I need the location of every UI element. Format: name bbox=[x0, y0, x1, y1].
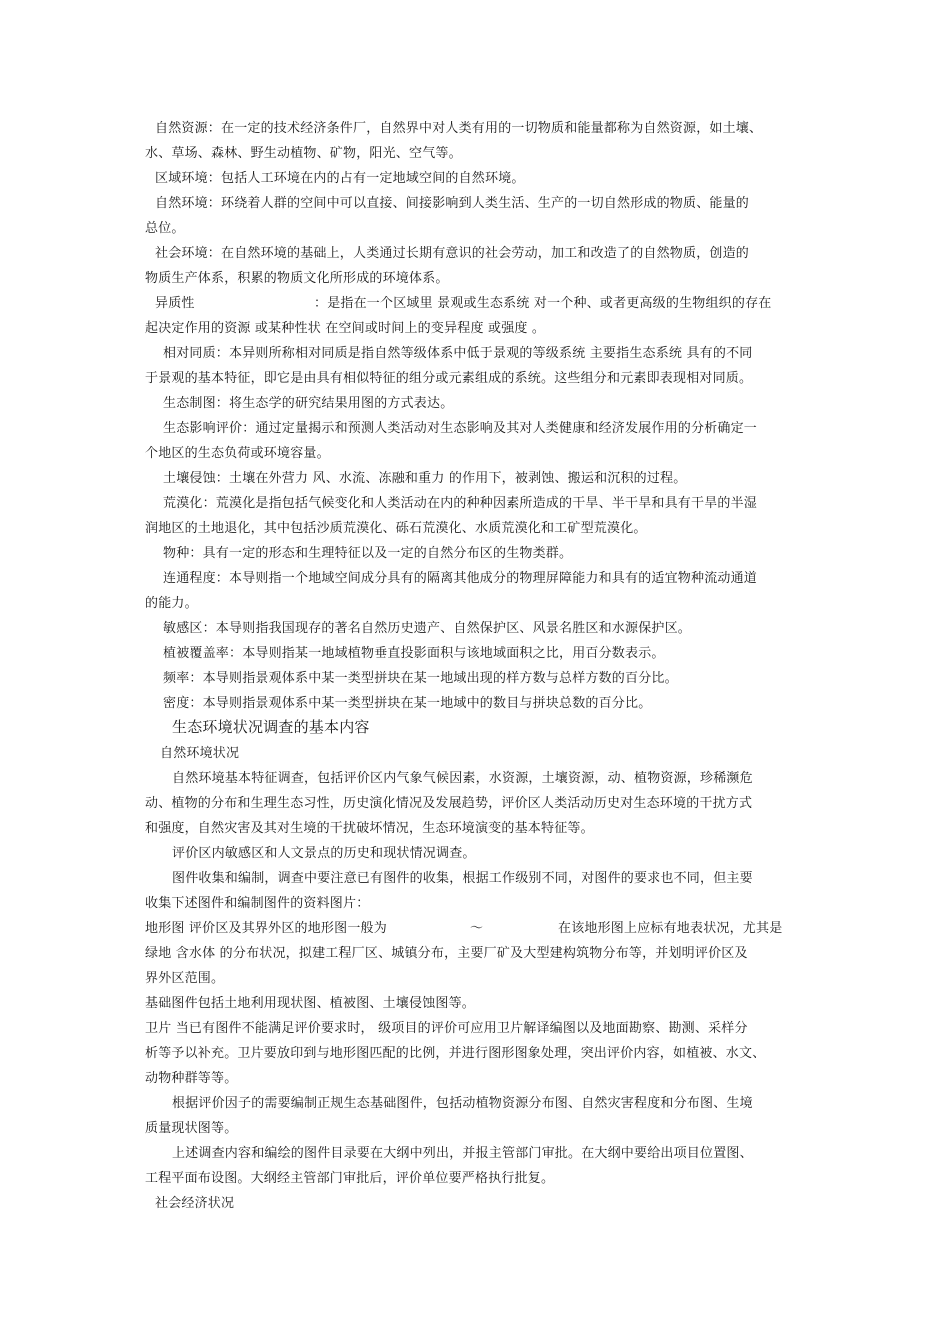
natural-survey-line-1: 自然环境基本特征调查，包括评价区内气象气候因素，水资源，土壤资源，动、植物资源，珍稀濒危 bbox=[172, 771, 753, 786]
definition-frequency: 频率：本导则指景观体系中某一类型拼块在某一地域出现的样方数与总样方数的百分比。 bbox=[163, 671, 678, 686]
topographic-map-line-3: 界外区范围。 bbox=[145, 971, 225, 986]
definition-regional-environment: 区域环境：包括人工环境在内的占有一定地域空间的自然环境。 bbox=[155, 171, 525, 186]
base-map-compilation-line-2: 质量现状图等。 bbox=[145, 1121, 238, 1136]
definition-social-environment-line-1: 社会环境：在自然环境的基础上，人类通过长期有意识的社会劳动，加工和改造了的自然物质，创造的 bbox=[155, 246, 750, 261]
definition-heterogeneity-term: 异质性 bbox=[155, 296, 195, 311]
definition-heterogeneity-line-1: ：是指在一个区域里 景观或生态系统 对一个种、或者更高级的生物组织的存在 bbox=[314, 296, 772, 311]
topographic-map-line-2: 绿地 含水体 的分布状况，拟建工程厂区、城镇分布，主要厂矿及大型建构筑物分布等，并划明评价区及 bbox=[145, 946, 748, 961]
definition-connectivity-line-2: 的能力。 bbox=[145, 596, 198, 611]
satellite-image-line-3: 动物种群等等。 bbox=[145, 1071, 238, 1086]
definition-vegetation-coverage: 植被覆盖率：本导则指某一地域植物垂直投影面积与该地域面积之比，用百分数表示。 bbox=[163, 646, 665, 661]
subsection-natural-environment: 自然环境状况 bbox=[160, 746, 240, 761]
definition-relative-homogeneity-line-1: 相对同质：本异则所称相对同质是指自然等级体系中低于景观的等级系统 主要指生态系统 具有的不同 bbox=[163, 346, 753, 361]
base-map-compilation-line-1: 根据评价因子的需要编制正规生态基础图件，包括动植物资源分布图、自然灾害程度和分布图、生境 bbox=[172, 1096, 753, 1111]
definition-ecological-impact-line-1: 生态影响评价：通过定量揭示和预测人类活动对生态影响及其对人类健康和经济发展作用的分析确定一 bbox=[163, 421, 758, 436]
natural-survey-line-2: 动、植物的分布和生理生态习性，历史演化情况及发展趋势，评价区人类活动历史对生态环境的干扰方式 bbox=[145, 796, 753, 811]
definition-sensitive-area: 敏感区：本导则指我国现存的著名自然历史遗产、自然保护区、风景名胜区和水源保护区。 bbox=[163, 621, 692, 636]
definition-connectivity-line-1: 连通程度：本导则指一个地域空间成分具有的隔离其他成分的物理屏障能力和具有的适宜物种流动通道 bbox=[163, 571, 758, 586]
base-maps-line: 基础图件包括土地利用现状图、植被图、土壤侵蚀图等。 bbox=[145, 996, 476, 1011]
definition-relative-homogeneity-line-2: 于景观的基本特征，即它是由具有相似特征的组分或元素组成的系统。这些组分和元素即表现相对同质。 bbox=[145, 371, 753, 386]
definition-desertification-line-1: 荒漠化：荒漠化是指包括气候变化和人类活动在内的种种因素所造成的干旱、半干旱和具有干旱的半湿 bbox=[163, 496, 758, 511]
outline-approval-line-1: 上述调查内容和编绘的图件目录要在大纲中列出，并报主管部门审批。在大纲中要给出项目位置图、 bbox=[172, 1146, 753, 1161]
definition-natural-resources-line-1: 自然资源：在一定的技术经济条件厂，自然界中对人类有用的一切物质和能量都称为自然资源，如土壤、 bbox=[155, 121, 763, 136]
natural-survey-line-3: 和强度，自然灾害及其对生境的干扰破坏情况，生态环境演变的基本特征等。 bbox=[145, 821, 594, 836]
section-heading: 生态环境状况调查的基本内容 bbox=[172, 718, 370, 736]
definition-ecological-impact-line-2: 个地区的生态负荷或环境容量。 bbox=[145, 446, 330, 461]
satellite-image-line-1: 卫片 当已有图件不能满足评价要求时， 级项目的评价可应用卫片解译编图以及地面勘察、勘测、采样分 bbox=[145, 1021, 748, 1036]
definition-heterogeneity-line-2: 起决定作用的资源 或某种性状 在空间或时间上的变异程度 或强度 。 bbox=[145, 321, 546, 336]
outline-approval-line-2: 工程平面布设图。大纲经主管部门审批后，评价单位要严格执行批复。 bbox=[145, 1171, 555, 1186]
sensitive-area-survey: 评价区内敏感区和人文景点的历史和现状情况调查。 bbox=[172, 846, 476, 861]
map-collection-line-1: 图件收集和编制，调查中要注意已有图件的收集，根据工作级别不同，对图件的要求也不同，但主要 bbox=[172, 871, 753, 886]
topographic-map-line-1: 地形图 评价区及其界外区的地形图一般为 bbox=[145, 921, 387, 936]
definition-ecological-mapping: 生态制图：将生态学的研究结果用图的方式表达。 bbox=[163, 396, 454, 411]
definition-natural-environment-line-2: 总位。 bbox=[145, 221, 185, 236]
definition-species: 物种：具有一定的形态和生理特征以及一定的自然分布区的生物类群。 bbox=[163, 546, 573, 561]
subsection-socioeconomic: 社会经济状况 bbox=[155, 1196, 235, 1211]
definition-density: 密度：本导则指景观体系中某一类型拼块在某一地域中的数目与拼块总数的百分比。 bbox=[163, 696, 652, 711]
definition-soil-erosion: 土壤侵蚀：土壤在外营力 风、水流、冻融和重力 的作用下，被剥蚀、搬运和沉积的过程。 bbox=[163, 471, 687, 486]
topographic-map-line-1-end: 在该地形图上应标有地表状况，尤其是 bbox=[558, 921, 783, 936]
satellite-image-line-2: 析等予以补充。卫片要放印到与地形图匹配的比例，并进行图形图象处理，突出评价内容，如植被、水文、 bbox=[145, 1046, 766, 1061]
definition-natural-resources-line-2: 水、草场、森林、野生动植物、矿物，阳光、空气等。 bbox=[145, 146, 462, 161]
definition-desertification-line-2: 润地区的土地退化，其中包括沙质荒漠化、砾石荒漠化、水质荒漠化和工矿型荒漠化。 bbox=[145, 521, 647, 536]
map-collection-line-2: 收集下述图件和编制图件的资料图片： bbox=[145, 896, 370, 911]
definition-social-environment-line-2: 物质生产体系，积累的物质文化所形成的环境体系。 bbox=[145, 271, 449, 286]
definition-natural-environment-line-1: 自然环境：环绕着人群的空间中可以直接、间接影响到人类生活、生产的一切自然形成的物质、能量的 bbox=[155, 196, 750, 211]
topographic-map-tilde: ～ bbox=[470, 921, 484, 936]
